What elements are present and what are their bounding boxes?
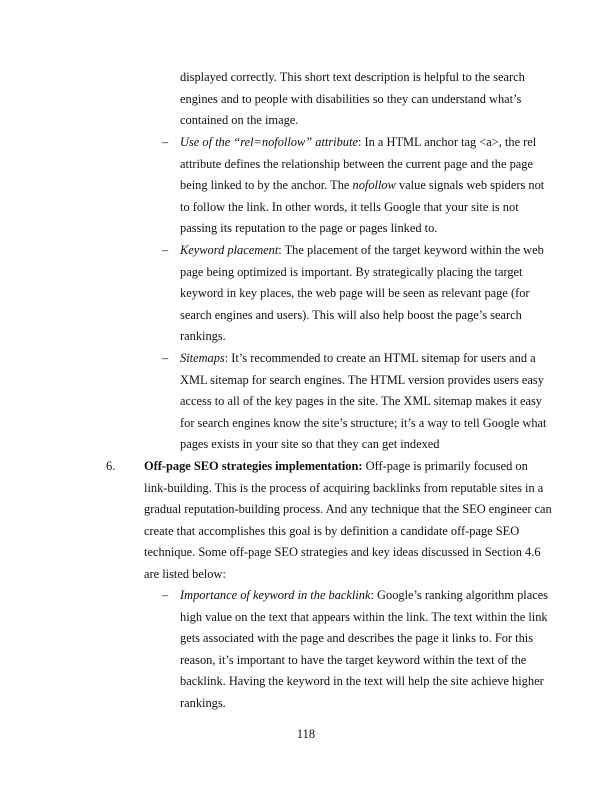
- body-text-line: technique. Some off-page SEO strategies and key ideas discussed in Section 4.6: [144, 545, 541, 559]
- bullet-item-sitemaps: [180, 351, 536, 365]
- item6-heading-line: [144, 459, 528, 473]
- body-text-line: rankings.: [180, 696, 226, 710]
- bullet-item-keyword-backlink: [180, 588, 548, 602]
- body-text-line: for search engines know the site’s structure; it’s a way to tell Google what: [180, 416, 547, 430]
- bullet-item-nofollow: [180, 135, 536, 149]
- body-text-line: are listed below:: [144, 567, 226, 581]
- bullet-item-keyword-placement: [180, 243, 544, 257]
- bullet-text: : The placement of the target keyword within the web: [278, 243, 544, 257]
- body-text-line: pages exists in your site so that they can get indexed: [180, 437, 440, 451]
- body-text-line: link-building. This is the process of acquiring backlinks from reputable sites in a: [144, 481, 544, 495]
- bullet-term: Importance of keyword in the backlink: [180, 588, 371, 602]
- body-text-line: reason, it’s important to have the target keyword within the text of the: [180, 653, 527, 667]
- body-text-line: keyword in key places, the web page will be seen as relevant page (for: [180, 286, 530, 300]
- body-text-line: contained on the image.: [180, 113, 299, 127]
- item6-heading: Off-page SEO strategies implementation:: [144, 459, 363, 473]
- bullet-term: Sitemaps: [180, 351, 225, 365]
- body-text-line: XML sitemap for search engines. The HTML version provides users easy: [180, 373, 544, 387]
- body-text-line: create that accomplishes this goal is by definition a candidate off-page SEO: [144, 524, 520, 538]
- bullet-term: Use of the “rel=nofollow” attribute: [180, 135, 358, 149]
- bullet-text: : It’s recommended to create an HTML sitemap for users and a: [224, 351, 536, 365]
- bullet-text: : In a HTML anchor tag <a>, the rel: [357, 135, 537, 149]
- emphasis-nofollow: nofollow: [352, 178, 396, 192]
- bullet-dash: –: [162, 135, 169, 149]
- body-text-line: engines and to people with disabilities so they can understand what’s: [180, 92, 522, 106]
- body-text: being linked to by the anchor. The: [180, 178, 353, 192]
- body-text-line: rankings.: [180, 329, 226, 343]
- body-text-line: to follow the link. In other words, it tells Google that your site is not: [180, 200, 519, 214]
- body-text-line: displayed correctly. This short text description is helpful to the search: [180, 70, 525, 84]
- body-text-line: gradual reputation-building process. And any technique that the SEO engineer can: [144, 502, 552, 516]
- body-text-line: gets associated with the page and describes the page it links to. For this: [180, 631, 534, 645]
- body-text-line: passing its reputation to the page or pages linked to.: [180, 221, 438, 235]
- body-text-line: backlink. Having the keyword in the text will help the site achieve higher: [180, 674, 544, 688]
- body-text-line: [180, 178, 544, 192]
- bullet-term: Keyword placement: [180, 243, 279, 257]
- body-text-line: search engines and users). This will also help boost the page’s search: [180, 308, 522, 322]
- bullet-dash: –: [162, 243, 169, 257]
- bullet-dash: –: [162, 351, 169, 365]
- bullet-text: : Google’s ranking algorithm places: [370, 588, 549, 602]
- body-text-line: high value on the text that appears within the link. The text within the link: [180, 610, 548, 624]
- bullet-dash: –: [162, 588, 169, 602]
- body-text: value signals web spiders not: [395, 178, 545, 192]
- body-text-line: page being optimized is important. By strategically placing the target: [180, 265, 523, 279]
- list-number: 6.: [106, 459, 116, 473]
- page-number: 118: [296, 727, 316, 741]
- body-text-line: access to all of the key pages in the site. The XML sitemap makes it easy: [180, 394, 542, 408]
- body-text: Off-page is primarily focused on: [362, 459, 528, 473]
- body-text-line: attribute defines the relationship between the current page and the page: [180, 157, 533, 171]
